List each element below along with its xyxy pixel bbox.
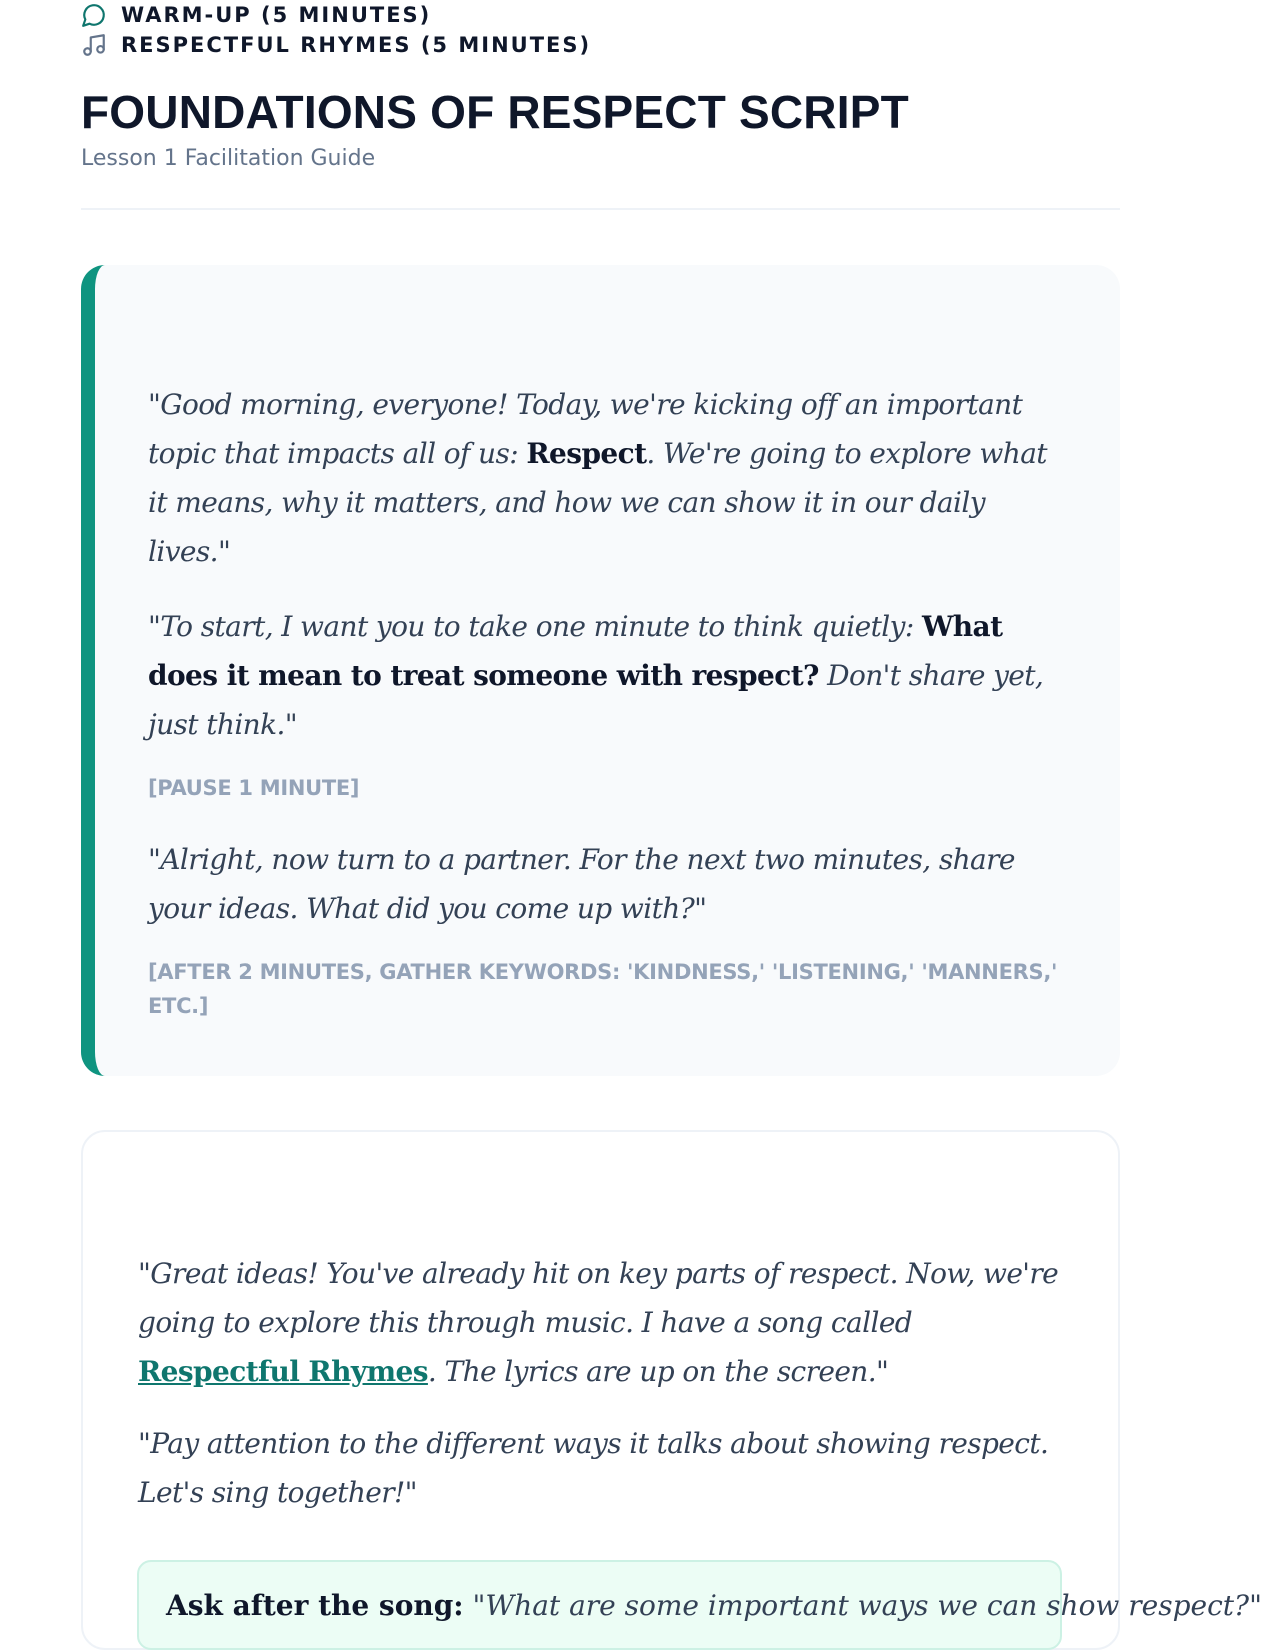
document-header bbox=[81, 86, 1120, 210]
music-note-icon bbox=[81, 32, 107, 58]
warmup-script-2-text-a: "To start, I want you to take one minute to think quietly: bbox=[148, 610, 922, 643]
song-link[interactable]: Respectful Rhymes bbox=[138, 1355, 428, 1388]
warmup-script-1-text-a: "Good morning, everyone! Today, we're kicking off an important topic that impacts all of us: bbox=[148, 388, 1023, 470]
warmup-script-2 bbox=[148, 602, 1073, 749]
page-subtitle: Lesson 1 Facilitation Guide bbox=[81, 146, 376, 171]
callout-text bbox=[166, 1586, 1262, 1626]
rhymes-script-1-text-a: "Great ideas! You've already hit on key parts of respect. Now, we're going to explore this through music. I have a song called bbox=[138, 1257, 1059, 1339]
warmup-heading bbox=[81, 0, 1120, 30]
discussion-callout bbox=[137, 1560, 1262, 1650]
callout-question: "What are some important ways we can show respect?" bbox=[463, 1589, 1262, 1622]
warmup-script-1-text-b: . We're going to explore what it means, why it matters, and how we can show it in our daily lives." bbox=[148, 437, 1047, 568]
warmup-reflection-question: What does it mean to treat someone with respect? bbox=[148, 610, 1003, 692]
stage-direction-pause: [PAUSE 1 MINUTE] bbox=[148, 776, 360, 800]
rhymes-script-1 bbox=[138, 1249, 1063, 1396]
stage-direction-gather: [AFTER 2 MINUTES, GATHER KEYWORDS: 'KINDNESS,' 'LISTENING,' 'MANNERS,' ETC.] bbox=[148, 960, 1058, 1018]
warmup-script-3: "Alright, now turn to a partner. For the next two minutes, share your ideas. What did you come up with?" bbox=[148, 843, 1015, 925]
lesson-document bbox=[81, 0, 1262, 1622]
rhymes-label: RESPECTFUL RHYMES (5 MINUTES) bbox=[121, 33, 592, 57]
chat-bubble-icon bbox=[81, 2, 107, 28]
callout-label: Ask after the song: bbox=[166, 1589, 464, 1622]
warmup-script-1 bbox=[148, 380, 1073, 576]
warmup-label: WARM-UP (5 MINUTES) bbox=[121, 3, 432, 27]
rhymes-script-1-text-b: . The lyrics are up on the screen." bbox=[427, 1355, 889, 1388]
rhymes-heading bbox=[81, 30, 1120, 60]
page-title: FOUNDATIONS OF RESPECT SCRIPT bbox=[81, 86, 909, 138]
warmup-script-2-text-b: Don't share yet, just think." bbox=[148, 659, 1044, 741]
warmup-keyword-respect: Respect bbox=[526, 437, 647, 470]
rhymes-script-2: "Pay attention to the different ways it talks about showing respect. Let's sing together!" bbox=[138, 1427, 1049, 1509]
